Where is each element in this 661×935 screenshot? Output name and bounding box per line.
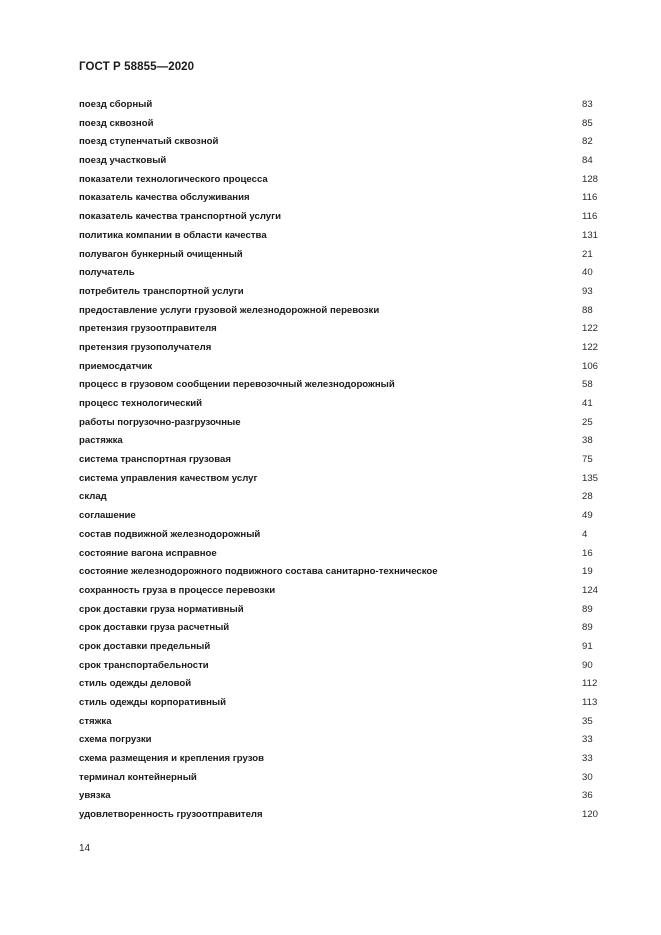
index-term-reference: 135 (582, 472, 599, 484)
index-entry (79, 376, 599, 395)
index-term: стяжка (79, 715, 112, 727)
index-term: состояние вагона исправное (79, 547, 217, 559)
index-term-reference: 85 (582, 117, 593, 129)
index-term: потребитель транспортной услуги (79, 285, 244, 297)
index-entry (79, 302, 599, 321)
index-term-reference: 124 (582, 584, 599, 596)
index-term-reference: 116 (582, 192, 598, 204)
index-entry (79, 657, 599, 676)
index-term-reference: 40 (582, 267, 593, 279)
index-term-reference: 91 (582, 640, 593, 652)
index-term: срок транспортабельности (79, 659, 209, 671)
index-entry (79, 115, 599, 134)
index-term-reference: 93 (582, 285, 593, 297)
index-term: полувагон бункерный очищенный (79, 248, 243, 260)
index-term: схема размещения и крепления грузов (79, 753, 264, 765)
index-term-reference: 41 (582, 398, 593, 409)
index-entry (79, 152, 599, 171)
index-entry (79, 96, 599, 115)
index-term: поезд сборный (79, 99, 153, 110)
index-term-reference: 16 (582, 547, 593, 559)
index-term: работы погрузочно-разгрузочные (79, 416, 241, 428)
index-term: состояние железнодорожного подвижного состава санитарно-техническое (79, 566, 438, 578)
index-entry (79, 806, 599, 825)
index-term-reference: 49 (582, 510, 593, 522)
index-term: схема погрузки (79, 734, 152, 746)
index-term-reference: 84 (582, 155, 593, 167)
index-entry (79, 787, 599, 806)
index-term-reference: 89 (582, 622, 593, 634)
index-term: поезд сквозной (79, 117, 154, 129)
index-term: срок доставки груза нормативный (79, 603, 244, 615)
index-entry (79, 507, 599, 526)
index-term-reference: 28 (582, 491, 593, 503)
index-term-reference: 120 (582, 809, 599, 821)
index-term: приемосдатчик (79, 360, 153, 372)
index-term: соглашение (79, 510, 136, 522)
index-term: состав подвижной железнодорожный (79, 528, 261, 540)
index-term: увязка (79, 790, 111, 802)
index-term: политика компании в области качества (79, 229, 267, 241)
index-term: показатель качества транспортной услуги (79, 211, 282, 223)
index-term: удовлетворенность грузоотправителя (79, 809, 263, 821)
index-term-reference: 112 (582, 678, 598, 690)
index-entry (79, 582, 599, 601)
index-entry (79, 470, 599, 489)
index-term: сохранность груза в процессе перевозки (79, 584, 276, 596)
index-term: процесс технологический (79, 398, 203, 409)
index-term-reference: 122 (582, 341, 599, 353)
index-entry (79, 208, 599, 227)
index-term-reference: 4 (582, 528, 588, 540)
index-term-reference: 106 (582, 360, 599, 372)
index-term: показатель качества обслуживания (79, 192, 250, 204)
index-term: система транспортная грузовая (79, 454, 231, 466)
page-number: 14 (79, 843, 91, 854)
index-entry (79, 358, 599, 377)
index-term-reference: 89 (582, 603, 593, 615)
index-term: срок доставки предельный (79, 640, 211, 652)
index-term: стиль одежды корпоративный (79, 697, 226, 708)
index-term-reference: 25 (582, 416, 593, 428)
index-term-reference: 58 (582, 379, 593, 391)
index-entry (79, 619, 599, 638)
index-term: претензия грузоотправителя (79, 323, 217, 335)
index-entry (79, 545, 599, 564)
index-entry (79, 133, 599, 152)
index-term-reference: 116 (582, 211, 598, 223)
index-entry (79, 769, 599, 788)
index-term: склад (79, 491, 107, 503)
document-header (79, 61, 194, 73)
index-entry (79, 713, 599, 732)
index-entry (79, 563, 599, 582)
index-entry (79, 601, 599, 620)
index-term-reference: 131 (582, 229, 599, 241)
index-term: процесс в грузовом сообщении перевозочный железнодорожный (79, 379, 395, 391)
index-entry (79, 189, 599, 208)
index-entry (79, 320, 599, 339)
index-entry (79, 694, 599, 713)
index-entry (79, 675, 599, 694)
index-entry (79, 432, 599, 451)
index-entry (79, 339, 599, 358)
index-entry (79, 264, 599, 283)
index-term: срок доставки груза расчетный (79, 622, 230, 634)
index-entry (79, 750, 599, 769)
index-term-reference: 35 (582, 715, 593, 727)
index-term-reference: 83 (582, 99, 593, 110)
standard-code: ГОСТ Р 58855—2020 (79, 61, 195, 73)
index-entry (79, 227, 599, 246)
index-term: получатель (79, 267, 135, 279)
index-entry (79, 395, 599, 414)
index-term-reference: 36 (582, 790, 593, 802)
index-entry (79, 488, 599, 507)
index-term-reference: 88 (582, 304, 593, 316)
index-term-reference: 33 (582, 734, 593, 746)
index-term-reference: 30 (582, 771, 593, 783)
index-term: стиль одежды деловой (79, 678, 192, 690)
index-entry (79, 246, 599, 265)
index-entry (79, 638, 599, 657)
index-term: показатели технологического процесса (79, 173, 268, 185)
index-term-reference: 82 (582, 136, 593, 148)
index-entry (79, 414, 599, 433)
index-term: предоставление услуги грузовой железнодорожной перевозки (79, 304, 380, 316)
index-entry (79, 526, 599, 545)
index-entry (79, 171, 599, 190)
index-term-reference: 122 (582, 323, 599, 335)
index-term: поезд участковый (79, 155, 167, 167)
index-term: терминал контейнерный (79, 771, 197, 783)
index-entry (79, 451, 599, 470)
index-term-reference: 33 (582, 753, 593, 765)
index-term-reference: 38 (582, 435, 593, 447)
index-term-reference: 21 (582, 248, 593, 260)
index-entry (79, 283, 599, 302)
index-term: поезд ступенчатый сквозной (79, 136, 219, 148)
index-term-reference: 113 (582, 697, 598, 708)
index-term: растяжка (79, 435, 123, 447)
term-index-list (79, 96, 599, 825)
index-term-reference: 90 (582, 659, 593, 671)
index-term-reference: 128 (582, 173, 599, 185)
index-term: система управления качеством услуг (79, 472, 258, 484)
index-term-reference: 19 (582, 566, 593, 578)
index-entry (79, 731, 599, 750)
index-term: претензия грузополучателя (79, 341, 212, 353)
index-term-reference: 75 (582, 454, 593, 466)
